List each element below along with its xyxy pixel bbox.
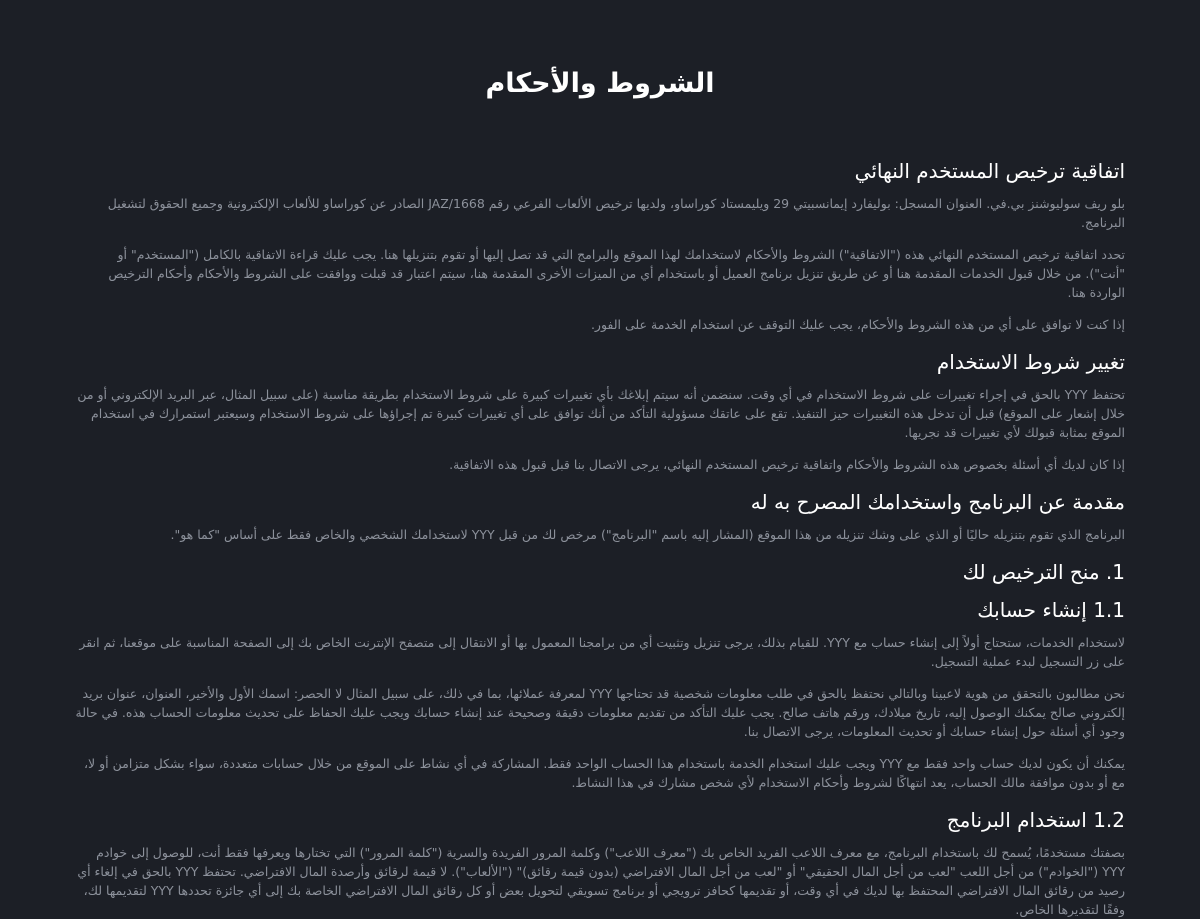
section-paragraph: يمكنك أن يكون لديك حساب واحد فقط مع YYY ويجب عليك استخدام الخدمة باستخدام هذا الحساب الواحد فقط. المشاركة في أي نشاط على الموقع من خلال حسابات متعددة، سواء بشكل متزامن أو لا، مع أو بدون موافقة مالك الحساب، يعد انتهاكًا لشروط وأحكام الاستخدام لأي شخص مشارك في هذا النشاط. — [83, 756, 1125, 790]
section-paragraph: تحتفظ YYY بالحق في إجراء تغييرات على شروط الاستخدام في أي وقت. سنضمن أنه سيتم إبلاغك بأي تغييرات كبيرة على شروط الاستخدام بطريقة مناسبة (على سبيل المثال، عبر البريد الإلكتروني أو من خلال إشعار على الموقع) قبل أن تدخل هذه التغييرات حيز التنفيذ. تقع على عاتقك مسؤولية التأكد من أنك توافق على أي تغييرات كبيرة تم إجراؤها على شروط الاستخدام وسيعتبر استمرارك في استخدام الموقع بمثابة قبولك لأي تغييرات قد نجريها. — [77, 387, 1125, 440]
section-heading: تغيير شروط الاستخدام — [936, 350, 1125, 374]
section-paragraph: البرنامج الذي تقوم بتنزيله حاليًا أو الذي على وشك تنزيله من هذا الموقع (المشار إليه باسم "البرنامج") مرخص لك من قبل YYY لاستخدامك الشخصي والخاص فقط على أساس "كما هو". — [170, 527, 1125, 542]
section-software-intro — [75, 487, 1125, 544]
section-paragraph: بصفتك مستخدمًا، يُسمح لك باستخدام البرنامج، مع معرف اللاعب الفريد الخاص بك ("معرف اللاعب") وكلمة المرور الفريدة والسرية ("كلمة المرور") التي تختارها ويعرفها فقط أنت، للوصول إلى خوادم YYY ("الخوادم") من أجل اللعب "لعب من أجل المال الحقيقي" أو "لعب من أجل المال الافتراضي (بدون قيمة رقائق)" ("الألعاب"). لا قيمة لرقائق وأرصدة المال الافتراضي. تحتفظ YYY بالحق في إلغاء أي رصيد من رقائق المال الافتراضي المحتفظ بها لديك في أي وقت، أو تقديمها كحافز ترويجي أو برنامج تسويقي لتحويل بعض أو كل رقائق المال الافتراضي الخاصة بك إلى أي جائزة تحددها YYY لتقديمها لك، وفقًا لتقديرها الخاص. — [77, 845, 1125, 917]
section-terms-changes — [75, 347, 1125, 474]
section-eula — [75, 156, 1125, 334]
section-software-use — [75, 805, 1125, 919]
section-paragraph: إذا كنت لا توافق على أي من هذه الشروط والأحكام، يجب عليك التوقف عن استخدام الخدمة على الفور. — [590, 317, 1125, 332]
section-license-grant — [75, 557, 1125, 587]
section-paragraph: بلو ريف سوليوشنز بي.في. العنوان المسجل: بوليفارد إيمانسبيتي 29 ويليمستاد كوراساو، ولديها ترخيص الألعاب الفرعي رقم JAZ/1668 الصادر عن كوراساو للألعاب الإلكترونية وجميع الحقوق لتشغيل البرنامج. — [107, 196, 1125, 230]
section-heading: مقدمة عن البرنامج واستخدامك المصرح به له — [750, 490, 1125, 514]
section-paragraph: لاستخدام الخدمات، ستحتاج أولاً إلى إنشاء حساب مع YYY. للقيام بذلك، يرجى تنزيل وتثبيت أي من برامجنا المعمول بها أو الانتقال إلى متصفح الإنترنت الخاص بك إلى الصفحة المناسبة على موقعنا، ثم انقر على زر التسجيل لبدء عملية التسجيل. — [79, 635, 1125, 669]
section-heading: 1.2 استخدام البرنامج — [946, 808, 1125, 832]
section-paragraph: إذا كان لديك أي أسئلة بخصوص هذه الشروط والأحكام واتفاقية ترخيص المستخدم النهائي، يرجى الاتصال بنا قبل قبول هذه الاتفاقية. — [449, 457, 1125, 472]
section-heading: اتفاقية ترخيص المستخدم النهائي — [854, 159, 1125, 183]
section-paragraph: تحدد اتفاقية ترخيص المستخدم النهائي هذه ("الاتفاقية") الشروط والأحكام لاستخدامك لهذا الموقع والبرامج التي قد تصل إليها أو تقوم بتنزيلها هنا. يجب عليك قراءة الاتفاقية بالكامل ("المستخدم" أو "أنت"). من خلال قبول الخدمات المقدمة هنا أو عن طريق تنزيل برنامج العميل أو باستخدام أي من الميزات الأخرى المقدمة هنا، سيتم اعتبار قد قبلت ووافقت على الشروط والأحكام وأحكام الترخيص الواردة هنا. — [108, 247, 1125, 300]
section-heading: 1.1 إنشاء حسابك — [977, 598, 1125, 622]
terms-page — [75, 0, 1125, 919]
section-paragraph: نحن مطالبون بالتحقق من هوية لاعبينا وبالتالي نحتفظ بالحق في طلب معلومات شخصية قد تحتاجها YYY لمعرفة عملائها، بما في ذلك، على سبيل المثال لا الحصر: اسمك الأول والأخير، العنوان، عنوان بريد إلكتروني صالح يمكنك الوصول إليه، تاريخ ميلادك، ورقم هاتف صالح. يجب عليك التأكد من تقديم معلومات دقيقة وصحيحة عند إنشاء حسابك ويجب عليك الحفاظ على تحديث معلومات الحساب هذه. في حالة وجود أي أسئلة حول إنشاء حسابك أو تحديث المعلومات، يرجى الاتصال بنا. — [75, 686, 1125, 739]
section-account-creation — [75, 595, 1125, 792]
page-title: الشروط والأحكام — [485, 68, 715, 99]
section-heading: 1. منح الترخيص لك — [962, 560, 1125, 584]
